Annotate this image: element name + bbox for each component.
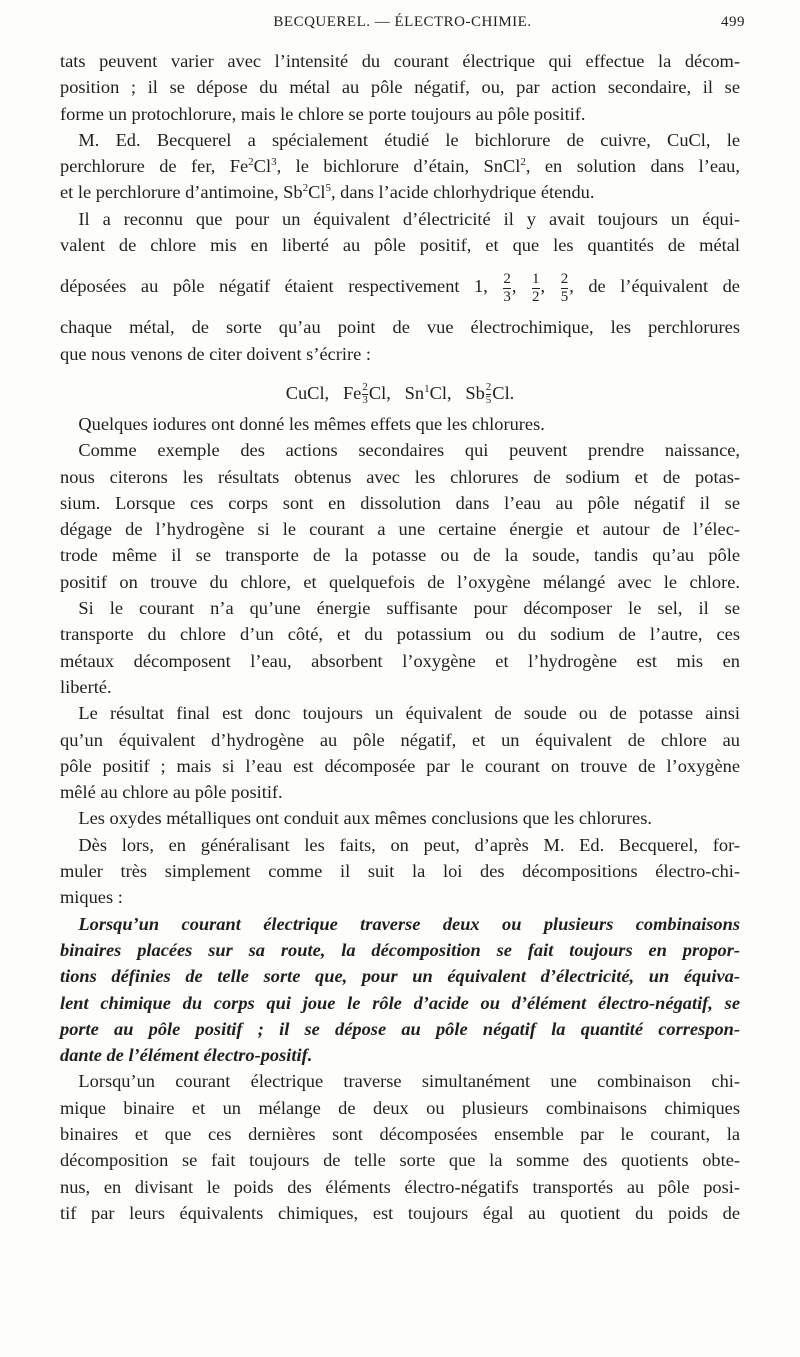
chemical-formulas: CuCl, Fe $\frac{2}{3}$ Cl, Sn$^1$Cl, Sb $\frac{2}{5}$ Cl.	[285, 381, 515, 407]
body-text	[60, 48, 740, 1226]
text-line: qu’un équivalent d’hydrogène au pôle négatif, et un équivalent de chlore au	[60, 729, 740, 750]
law-line: Lorsqu’un courant électrique traverse deux ou plusieurs combinaisons	[78, 913, 740, 934]
fraction: $\frac{2}{3}$	[503, 270, 511, 305]
text-line: Le résultat final est donc toujours un équivalent de soude ou de potasse ainsi	[78, 703, 740, 724]
text-line: sium. Lorsque ces corps sont en dissolution dans l’eau au pôle négatif il se	[60, 492, 740, 513]
text-line: pôle positif ; mais si l’eau est décomposée par le courant on trouve de l’oxygène	[60, 755, 740, 776]
law-line: porte au pôle positif ; il se dépose au pôle négatif la quantité correspon-	[60, 1018, 740, 1039]
text-line: tats peuvent varier avec l’intensité du courant électrique qui effectue la décom-	[60, 51, 740, 71]
law-line: dante de l’élément électro-positif.	[60, 1045, 313, 1066]
fraction: $\frac{2}{5}$	[560, 270, 569, 305]
running-header	[60, 14, 745, 38]
text-line-with-fractions: déposées au pôle négatif étaient respectivement 1, $\frac{2}{3}$ , $\frac{1}{2}$ , $\frac{2}{5}$ , de l’équivalent de	[60, 270, 740, 305]
text-line: liberté.	[60, 676, 112, 697]
text-line: M. Ed. Becquerel a spécialement étudié le bichlorure de cuivre, CuCl, le	[78, 129, 740, 150]
law-line: tions définies de telle sorte que, pour un équivalent d’électricité, un équiva-	[60, 966, 740, 987]
text-line: Quelques iodures ont donné les mêmes effets que les chlorures.	[78, 413, 545, 434]
text-line: transporte du chlore d’un côté, et du potassium ou du sodium de l’autre, ces	[60, 624, 740, 645]
text-line: Il a reconnu que pour un équivalent d’électricité il y avait toujours un équi-	[78, 208, 740, 229]
fraction: $\frac{1}{2}$	[532, 270, 540, 305]
text-line: positif on trouve du chlore, et quelquefois de l’oxygène mélangé avec le chlore.	[60, 571, 740, 592]
text-line: perchlorure de fer, Fe$^2$Cl$^3$, le bichlorure d’étain, SnCl$^2$, en solution dans l’eau,	[60, 156, 740, 177]
text-line: décomposition se fait toujours de telle sorte que la somme des quotients obte-	[60, 1150, 740, 1171]
text-line: Dès lors, en généralisant les faits, on peut, d’après M. Ed. Becquerel, for-	[78, 834, 740, 855]
text-line: mêlé au chlore au pôle positif.	[60, 782, 283, 803]
text-line: que nous venons de citer doivent s’écrire :	[60, 343, 372, 364]
text-line: et le perchlorure d’antimoine, Sb$^2$Cl$^5$, dans l’acide chlorhydrique étendu.	[60, 182, 595, 203]
text-line: trode même il se transporte de la potasse ou de la soude, tandis qu’au pôle	[60, 545, 740, 566]
fraction: $\frac{2}{3}$	[362, 381, 368, 407]
text-line: forme un protochlorure, mais le chlore se porte toujours au pôle positif.	[60, 103, 586, 124]
text-line: Les oxydes métalliques ont conduit aux mêmes conclusions que les chlorures.	[78, 808, 652, 829]
fraction: $\frac{2}{5}$	[485, 381, 492, 407]
text-line: mique binaire et un mélange de deux ou plusieurs combinaisons chimiques	[60, 1097, 740, 1118]
text-line: chaque métal, de sorte qu’au point de vue électrochimique, les perchlorures	[60, 317, 740, 338]
text-line: muler très simplement comme il suit la loi des décompositions électro-chi-	[60, 861, 740, 882]
law-line: lent chimique du corps qui joue le rôle d’acide ou d’élément électro-négatif, se	[60, 992, 740, 1013]
text-line: Lorsqu’un courant électrique traverse simultanément une combinaison chi-	[78, 1071, 740, 1092]
text-line: métaux décomposent l’eau, absorbent l’oxygène et l’hydrogène est mis en	[60, 650, 740, 671]
text-line: dégage de l’hydrogène si le courant a une certaine énergie et autour de l’élec-	[60, 519, 740, 540]
text-line: binaires et que ces dernières sont décomposées ensemble par le courant, la	[60, 1123, 740, 1144]
text-line: valent de chlore mis en liberté au pôle positif, et que les quantités de métal	[60, 235, 740, 256]
running-title: BECQUEREL. — ÉLECTRO-CHIMIE.	[273, 14, 532, 30]
text-line: Comme exemple des actions secondaires qui peuvent prendre naissance,	[78, 440, 740, 461]
text-line: position ; il se dépose du métal au pôle négatif, ou, par action secondaire, il se	[60, 77, 740, 98]
text-line: nous citerons les résultats obtenus avec les chlorures de sodium et de potas-	[60, 466, 740, 487]
page-number: 499	[721, 14, 745, 30]
law-line: binaires placées sur sa route, la décomposition se fait toujours en propor-	[60, 939, 740, 960]
text-line: tif par leurs équivalents chimiques, est toujours égal au quotient du poids de	[60, 1202, 740, 1223]
text-line: miques :	[60, 887, 123, 908]
text-line: Si le courant n’a qu’une énergie suffisante pour décomposer le sel, il se	[78, 598, 740, 619]
text-line: nus, en divisant le poids des éléments électro-négatifs transportés au pôle posi-	[60, 1176, 740, 1197]
